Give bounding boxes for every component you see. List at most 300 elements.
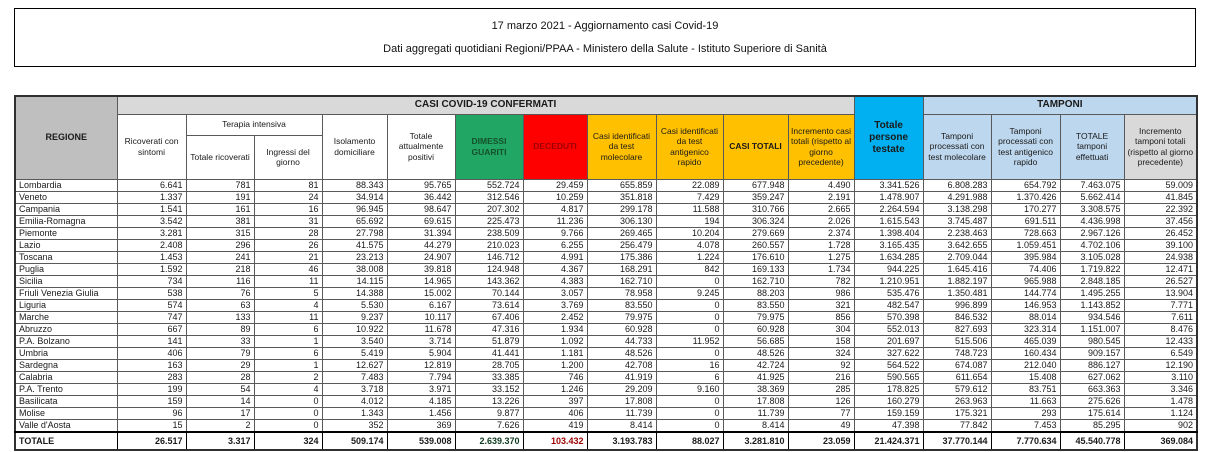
table-row [15,359,1197,371]
value-cell: 11.236 [523,215,587,227]
value-cell: 69.615 [387,215,455,227]
value-cell: 15.408 [991,371,1060,383]
value-cell: 48.526 [587,347,656,359]
value-cell: 3.110 [1124,371,1197,383]
value-cell: 590.565 [854,371,923,383]
value-cell: 0 [656,299,723,311]
value-cell: 748.723 [923,347,991,359]
value-cell: 886.127 [1060,359,1124,371]
value-cell: 8.414 [587,419,656,432]
value-cell: 980.545 [1060,335,1124,347]
value-cell: 12.433 [1124,335,1197,347]
totale-value-cell: 3.281.810 [723,432,788,450]
value-cell: 194 [656,215,723,227]
value-cell: 5.662.414 [1060,191,1124,203]
value-cell: 2.374 [788,227,854,239]
totale-value-cell: 2.639.370 [455,432,523,450]
value-cell: 160.434 [991,347,1060,359]
value-cell: 2.264.594 [854,203,923,215]
value-cell: 304 [788,323,854,335]
totale-value-cell: 509.174 [322,432,387,450]
value-cell: 74.406 [991,263,1060,275]
value-cell: 225.473 [455,215,523,227]
value-cell: 79.975 [587,311,656,323]
value-cell: 199 [117,383,186,395]
value-cell: 162.710 [723,275,788,287]
table-row [15,227,1197,239]
value-cell: 535.476 [854,287,923,299]
value-cell: 5 [254,287,322,299]
value-cell: 552.724 [455,179,523,191]
value-cell: 41.441 [455,347,523,359]
value-cell: 1.634.285 [854,251,923,263]
value-cell: 846.532 [923,311,991,323]
col-header-deceduti: DECEDUTI [523,114,587,179]
value-cell: 37.456 [1124,215,1197,227]
value-cell: 4.012 [322,395,387,407]
value-cell: 65.692 [322,215,387,227]
value-cell: 83.751 [991,383,1060,395]
value-cell: 10.259 [523,191,587,203]
value-cell: 47.316 [455,323,523,335]
region-name: Calabria [15,371,117,383]
value-cell: 1.728 [788,239,854,251]
value-cell: 42.724 [723,359,788,371]
value-cell: 0 [656,407,723,419]
value-cell: 48.526 [723,347,788,359]
value-cell: 41.845 [1124,191,1197,203]
value-cell: 28 [186,371,254,383]
value-cell: 1.495.255 [1060,287,1124,299]
value-cell: 2.452 [523,311,587,323]
region-name: P.A. Bolzano [15,335,117,347]
value-cell: 11.678 [387,323,455,335]
value-cell: 41.575 [322,239,387,251]
value-cell: 564.522 [854,359,923,371]
value-cell: 482.547 [854,299,923,311]
value-cell: 7.771 [1124,299,1197,311]
value-cell: 6.255 [523,239,587,251]
value-cell: 70.144 [455,287,523,299]
value-cell: 627.062 [1060,371,1124,383]
table-row [15,419,1197,432]
col-header-incremento-casi: Incremento casi totali (rispetto al giorno precedente) [788,114,854,179]
table-row [15,407,1197,419]
region-name: Campania [15,203,117,215]
value-cell: 996.899 [923,299,991,311]
value-cell: 4 [254,299,322,311]
value-cell: 2.238.463 [923,227,991,239]
value-cell: 89 [186,323,254,335]
value-cell: 677.948 [723,179,788,191]
value-cell: 143.362 [455,275,523,287]
value-cell: 4.490 [788,179,854,191]
value-cell: 26.452 [1124,227,1197,239]
region-name: Abruzzo [15,323,117,335]
value-cell: 78.958 [587,287,656,299]
table-row [15,383,1197,395]
value-cell: 263.963 [923,395,991,407]
value-cell: 1.398.404 [854,227,923,239]
value-cell: 39.818 [387,263,455,275]
value-cell: 21 [254,251,322,263]
totale-value-cell: 3.317 [186,432,254,450]
value-cell: 11.588 [656,203,723,215]
value-cell: 60.928 [723,323,788,335]
value-cell: 85.295 [1060,419,1124,432]
value-cell: 667 [117,323,186,335]
value-cell: 67.406 [455,311,523,323]
value-cell: 77 [788,407,854,419]
value-cell: 285 [788,383,854,395]
value-cell: 0 [656,395,723,407]
table-row [15,275,1197,287]
value-cell: 7.429 [656,191,723,203]
col-header-attualmente-positivi: Totale attualmente positivi [387,114,455,179]
value-cell: 49 [788,419,854,432]
value-cell: 44.733 [587,335,656,347]
value-cell: 178.825 [854,383,923,395]
region-name: Sardegna [15,359,117,371]
totale-value-cell: 23.059 [788,432,854,450]
value-cell: 3.642.655 [923,239,991,251]
value-cell: 83.550 [587,299,656,311]
value-cell: 63 [186,299,254,311]
region-name: Lombardia [15,179,117,191]
value-cell: 3.346 [1124,383,1197,395]
value-cell: 842 [656,263,723,275]
value-cell: 351.818 [587,191,656,203]
table-row [15,203,1197,215]
value-cell: 419 [523,419,587,432]
value-cell: 169.133 [723,263,788,275]
totale-value-cell: 26.517 [117,432,186,450]
value-cell: 54 [186,383,254,395]
value-cell: 5.419 [322,347,387,359]
value-cell: 0 [656,347,723,359]
value-cell: 1.456 [387,407,455,419]
region-name: Emilia-Romagna [15,215,117,227]
value-cell: 3.341.526 [854,179,923,191]
value-cell: 3.971 [387,383,455,395]
value-cell: 162.710 [587,275,656,287]
value-cell: 7.483 [322,371,387,383]
value-cell: 77.842 [923,419,991,432]
value-cell: 965.988 [991,275,1060,287]
value-cell: 26.527 [1124,275,1197,287]
value-cell: 1.615.543 [854,215,923,227]
value-cell: 14.965 [387,275,455,287]
value-cell: 312.546 [455,191,523,203]
value-cell: 5.904 [387,347,455,359]
value-cell: 663.363 [1060,383,1124,395]
value-cell: 691.511 [991,215,1060,227]
value-cell: 3.138.298 [923,203,991,215]
value-cell: 934.546 [1060,311,1124,323]
value-cell: 56.685 [723,335,788,347]
col-header-tamponi-antigenico: Tamponi processati con test antigenico rapido [991,114,1060,179]
table-row [15,335,1197,347]
value-cell: 175.614 [1060,407,1124,419]
region-name: Toscana [15,251,117,263]
value-cell: 746 [523,371,587,383]
value-cell: 11 [254,275,322,287]
value-cell: 3.105.028 [1060,251,1124,263]
value-cell: 310.766 [723,203,788,215]
value-cell: 327.622 [854,347,923,359]
value-cell: 1.719.822 [1060,263,1124,275]
value-cell: 34.914 [322,191,387,203]
value-cell: 1.210.951 [854,275,923,287]
value-cell: 83.550 [723,299,788,311]
value-cell: 218 [186,263,254,275]
value-cell: 23.213 [322,251,387,263]
col-header-incremento-tamponi: Incremento tamponi totali (rispetto al giorno precedente) [1124,114,1197,179]
value-cell: 279.669 [723,227,788,239]
covid-data-table [14,95,1198,451]
value-cell: 1.181 [523,347,587,359]
value-cell: 260.557 [723,239,788,251]
value-cell: 238.509 [455,227,523,239]
value-cell: 381 [186,215,254,227]
value-cell: 1.541 [117,203,186,215]
value-cell: 4.078 [656,239,723,251]
value-cell: 0 [254,407,322,419]
value-cell: 160.279 [854,395,923,407]
table-row [15,395,1197,407]
value-cell: 79.975 [723,311,788,323]
value-cell: 1.124 [1124,407,1197,419]
value-cell: 1.224 [656,251,723,263]
value-cell: 159 [117,395,186,407]
value-cell: 12.471 [1124,263,1197,275]
report-title-box [14,8,1196,67]
col-header-totale-ricoverati: Totale ricoverati [186,135,254,179]
value-cell: 352 [322,419,387,432]
value-cell: 306.324 [723,215,788,227]
region-name: Basilicata [15,395,117,407]
value-cell: 12.819 [387,359,455,371]
value-cell: 1.143.852 [1060,299,1124,311]
value-cell: 191 [186,191,254,203]
value-cell: 1.059.451 [991,239,1060,251]
value-cell: 0 [656,275,723,287]
value-cell: 81 [254,179,322,191]
value-cell: 11 [254,311,322,323]
value-cell: 88.203 [723,287,788,299]
value-cell: 7.794 [387,371,455,383]
value-cell: 95.765 [387,179,455,191]
value-cell: 1.453 [117,251,186,263]
value-cell: 1.478.907 [854,191,923,203]
value-cell: 359.247 [723,191,788,203]
table-row [15,251,1197,263]
totale-value-cell: 37.770.144 [923,432,991,450]
value-cell: 24 [254,191,322,203]
value-cell: 207.302 [455,203,523,215]
value-cell: 17.808 [587,395,656,407]
value-cell: 369 [387,419,455,432]
value-cell: 397 [523,395,587,407]
value-cell: 11.739 [587,407,656,419]
value-cell: 1.734 [788,263,854,275]
totale-value-cell: 88.027 [656,432,723,450]
value-cell: 31 [254,215,322,227]
value-cell: 1.092 [523,335,587,347]
col-header-casi-molecolare: Casi identificati da test molecolare [587,114,656,179]
value-cell: 2.408 [117,239,186,251]
value-cell: 92 [788,359,854,371]
value-cell: 1.275 [788,251,854,263]
region-name: P.A. Trento [15,383,117,395]
value-cell: 28 [254,227,322,239]
value-cell: 2.191 [788,191,854,203]
value-cell: 2.665 [788,203,854,215]
value-cell: 7.626 [455,419,523,432]
value-cell: 9.160 [656,383,723,395]
value-cell: 133 [186,311,254,323]
value-cell: 299.178 [587,203,656,215]
value-cell: 15.002 [387,287,455,299]
value-cell: 36.442 [387,191,455,203]
value-cell: 60.928 [587,323,656,335]
value-cell: 728.663 [991,227,1060,239]
value-cell: 902 [1124,419,1197,432]
value-cell: 256.479 [587,239,656,251]
totale-value-cell: 103.432 [523,432,587,450]
value-cell: 146.953 [991,299,1060,311]
value-cell: 96.945 [322,203,387,215]
value-cell: 176.610 [723,251,788,263]
region-name: Veneto [15,191,117,203]
value-cell: 29.209 [587,383,656,395]
value-cell: 6 [656,371,723,383]
table-row [15,215,1197,227]
value-cell: 14.388 [322,287,387,299]
value-cell: 655.859 [587,179,656,191]
value-cell: 321 [788,299,854,311]
value-cell: 4.367 [523,263,587,275]
value-cell: 7.453 [991,419,1060,432]
table-body [15,179,1197,450]
value-cell: 141 [117,335,186,347]
value-cell: 781 [186,179,254,191]
value-cell: 2.026 [788,215,854,227]
table-row [15,191,1197,203]
value-cell: 611.654 [923,371,991,383]
value-cell: 3.281 [117,227,186,239]
value-cell: 9.237 [322,311,387,323]
value-cell: 827.693 [923,323,991,335]
value-cell: 0 [254,395,322,407]
value-cell: 10.204 [656,227,723,239]
value-cell: 8.476 [1124,323,1197,335]
value-cell: 1 [254,359,322,371]
value-cell: 201.697 [854,335,923,347]
table-row [15,263,1197,275]
value-cell: 4.291.988 [923,191,991,203]
value-cell: 283 [117,371,186,383]
table-row [15,299,1197,311]
value-cell: 269.465 [587,227,656,239]
value-cell: 0 [656,419,723,432]
value-cell: 29.459 [523,179,587,191]
col-header-persone-testate: Totale persone testate [854,96,923,179]
value-cell: 16 [656,359,723,371]
col-header-ricoverati: Ricoverati con sintomi [117,114,186,179]
value-cell: 3.542 [117,215,186,227]
col-header-dimessi-guariti: DIMESSI GUARITI [455,114,523,179]
value-cell: 4.185 [387,395,455,407]
value-cell: 306.130 [587,215,656,227]
value-cell: 17 [186,407,254,419]
value-cell: 395.984 [991,251,1060,263]
table-row [15,239,1197,251]
value-cell: 158 [788,335,854,347]
value-cell: 146.712 [455,251,523,263]
value-cell: 275.626 [1060,395,1124,407]
value-cell: 51.879 [455,335,523,347]
value-cell: 570.398 [854,311,923,323]
value-cell: 3.165.435 [854,239,923,251]
value-cell: 1.337 [117,191,186,203]
value-cell: 13.904 [1124,287,1197,299]
value-cell: 1 [254,335,322,347]
value-cell: 465.039 [991,335,1060,347]
value-cell: 2.848.185 [1060,275,1124,287]
value-cell: 12.190 [1124,359,1197,371]
value-cell: 96 [117,407,186,419]
value-cell: 3.540 [322,335,387,347]
col-header-casi-antigenico: Casi identificati da test antigenico rapido [656,114,723,179]
value-cell: 552.013 [854,323,923,335]
value-cell: 4.817 [523,203,587,215]
region-name: Sicilia [15,275,117,287]
value-cell: 315 [186,227,254,239]
value-cell: 124.948 [455,263,523,275]
region-name: Puglia [15,263,117,275]
value-cell: 116 [186,275,254,287]
value-cell: 216 [788,371,854,383]
value-cell: 144.774 [991,287,1060,299]
table-row [15,371,1197,383]
value-cell: 170.277 [991,203,1060,215]
value-cell: 73.614 [455,299,523,311]
totale-value-cell: 45.540.778 [1060,432,1124,450]
value-cell: 14 [186,395,254,407]
value-cell: 175.386 [587,251,656,263]
value-cell: 1.350.481 [923,287,991,299]
value-cell: 24.938 [1124,251,1197,263]
value-cell: 7.611 [1124,311,1197,323]
value-cell: 5.530 [322,299,387,311]
region-name: Umbria [15,347,117,359]
value-cell: 88.343 [322,179,387,191]
value-cell: 1.645.416 [923,263,991,275]
value-cell: 1.200 [523,359,587,371]
value-cell: 4 [254,383,322,395]
totale-label: TOTALE [15,432,117,450]
value-cell: 296 [186,239,254,251]
value-cell: 1.343 [322,407,387,419]
region-name: Valle d'Aosta [15,419,117,432]
value-cell: 44.279 [387,239,455,251]
value-cell: 24.907 [387,251,455,263]
value-cell: 1.370.426 [991,191,1060,203]
value-cell: 0 [656,323,723,335]
value-cell: 38.369 [723,383,788,395]
value-cell: 12.627 [322,359,387,371]
